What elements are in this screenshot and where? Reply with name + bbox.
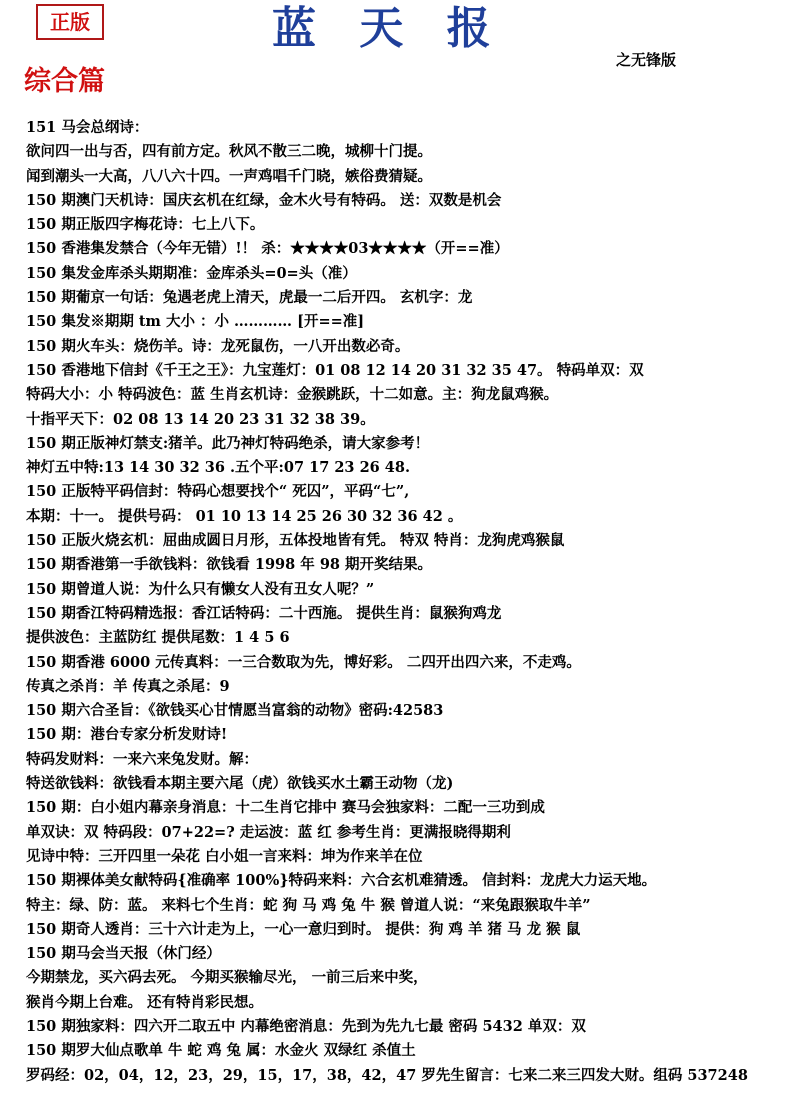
text-line: 闻到潮头一大高，八八六十四。一声鸡唱千门晓，嫉俗费猜疑。 bbox=[26, 167, 432, 185]
text-line: 特码大小：小 特码波色：蓝 生肖玄机诗：金猴跳跃，十二如意。主：狗龙鼠鸡猴。 bbox=[26, 386, 559, 404]
text-line: 150 期澳门天机诗：国庆玄机在红绿，金木火号有特码。 送：双数是机会 bbox=[26, 191, 502, 209]
text-line: 150 期独家料：四六开二取五中 内幕绝密消息：先到为先九七最 密码 5432 单双：双 bbox=[26, 1017, 586, 1035]
text-line: 神灯五中特:13 14 30 32 36 .五个平:07 17 23 26 48. bbox=[26, 459, 411, 477]
text-line: 151 马会总纲诗： bbox=[26, 119, 149, 136]
text-line: 150 期香港 6000 元传真料：一三合数取为先，博好彩。 二四开出四六来，不走鸡。 bbox=[26, 653, 581, 671]
text-line: 本期：十一。 提供号码： 01 10 13 14 25 26 30 32 36 42 。 bbox=[26, 507, 463, 525]
text-line: 150 期奇人透肖：三十六计走为上，一心一意归到时。 提供：狗 鸡 羊 猪 马 龙 猴 鼠 bbox=[26, 920, 581, 938]
text-line: 150 正版特平码信封：特码心想要找个“ 死囚”，平码“七”, bbox=[26, 483, 410, 501]
text-line: 单双诀：双 特码段：07+22=? 走运波：蓝 红 参考生肖：更满报晓得期利 bbox=[26, 823, 511, 841]
text-line: 150 期六合圣旨：《欲钱买心甘情愿当富翁的动物》密码:42583 bbox=[26, 702, 444, 720]
text-line: 今期禁龙，买六码去死。 今期买猴输尽光， 一前三后来中奖， bbox=[26, 969, 428, 987]
text-line: 150 香港集发禁合（今年无错）!！ 杀：★★★★03★★★★（开==准） bbox=[26, 240, 509, 258]
text-line: 150 集发金库杀头期期准：金库杀头=0=头（准） bbox=[26, 264, 357, 282]
text-line: 150 期火车头：烧伤羊。诗：龙死鼠伤，一八开出数必奇。 bbox=[26, 337, 410, 355]
text-line: 150 期罗大仙点歌单 牛 蛇 鸡 兔 属：水金火 双绿红 杀值土 bbox=[26, 1042, 416, 1060]
text-line: 传真之杀肖：羊 传真之杀尾：9 bbox=[26, 677, 230, 695]
text-line: 150 期曾道人说：为什么只有懒女人没有丑女人呢？” bbox=[26, 580, 375, 598]
section-heading: 综合篇 bbox=[24, 66, 105, 97]
text-line: 特送欲钱料：欲钱看本期主要六尾（虎）欲钱买水土霸王动物（龙) bbox=[26, 775, 454, 793]
authentic-edition-badge: 正版 bbox=[36, 4, 104, 40]
text-line: 150 期香江特码精选报：香江话特码：二十西施。 提供生肖：鼠猴狗鸡龙 bbox=[26, 604, 502, 622]
text-line: 150 期香港第一手欲钱料：欲钱看 1998 年 98 期开奖结果。 bbox=[26, 556, 433, 574]
text-line: 150 集发※期期 tm 大小 ：小 ………… [开==准] bbox=[26, 313, 365, 331]
edition-label: 之无锋版 bbox=[616, 51, 677, 69]
text-line: 特码发财料：一来六来兔发财。解： bbox=[26, 750, 258, 768]
text-line: 150 期：白小姐内幕亲身消息：十二生肖它排中 赛马会独家料：二配一三功到成 bbox=[26, 799, 545, 817]
text-line: 150 期正版四字梅花诗：七上八下。 bbox=[26, 216, 265, 234]
content-lines bbox=[26, 116, 781, 1088]
text-line: 150 期正版神灯禁支:猪羊。此乃神灯特码绝杀，请大家参考！ bbox=[26, 434, 430, 452]
text-line: 150 期马会当天报（休门经） bbox=[26, 945, 221, 963]
text-line: 150 期葡京一句话：兔遇老虎上清天，虎最一二后开四。 玄机字：龙 bbox=[26, 289, 473, 307]
text-line: 150 期裸体美女献特码{准确率 100%}特码来料：六合玄机难猜透。 信封料：龙虎大力运天地。 bbox=[26, 872, 657, 890]
text-line: 特主：绿、防：蓝。 来料七个生肖：蛇 狗 马 鸡 兔 牛 猴 曾道人说：“来兔跟猴取牛羊” bbox=[26, 896, 591, 914]
text-line: 罗码经：02，04，12，23，29，15，17，38，42，47 罗先生留言：七来二来三四发大财。组码 537248 bbox=[26, 1066, 748, 1084]
text-line: 欲问四一出与否，四有前方定。秋风不散三二晚，城柳十门提。 bbox=[26, 143, 432, 161]
text-line: 提供波色：主蓝防红 提供尾数：1 4 5 6 bbox=[26, 629, 290, 647]
text-line: 150 正版火烧玄机：屈曲成圆日月形，五体投地皆有凭。 特双 特肖：龙狗虎鸡猴鼠 bbox=[26, 532, 565, 550]
text-line: 150 期：港台专家分析发财诗! bbox=[26, 726, 228, 744]
text-line: 150 香港地下信封《千王之王》：九宝莲灯：01 08 12 14 20 31 32 35 47。 特码单双：双 bbox=[26, 361, 644, 379]
text-line: 十指平天下：02 08 13 14 20 23 31 32 38 39。 bbox=[26, 410, 375, 428]
text-line: 见诗中特：三开四里一朵花 白小姐一言来料：坤为作来羊在位 bbox=[26, 847, 423, 865]
text-line: 猴肖今期上台难。 还有特肖彩民想。 bbox=[26, 993, 264, 1011]
page-title: 蓝 天 报 bbox=[272, 3, 505, 54]
